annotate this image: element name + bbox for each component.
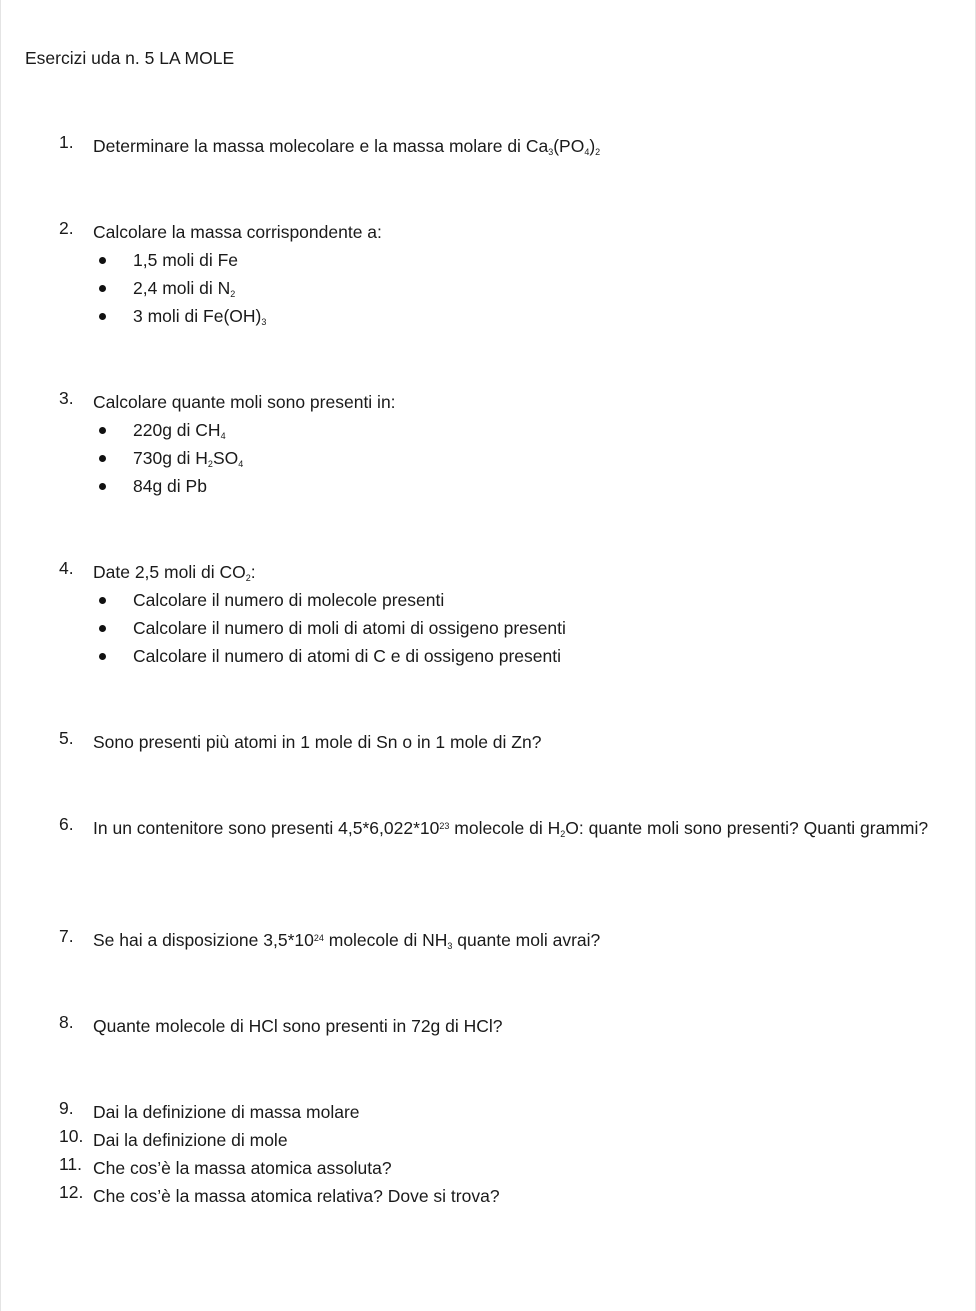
- question-text: Sono presenti più atomi in 1 mole di Sn o in 1 mole di Zn?: [93, 732, 542, 752]
- document-title: Esercizi uda n. 5 LA MOLE: [25, 48, 235, 68]
- question-text: Calcolare la massa corrispondente a:: [93, 222, 382, 242]
- bullet-icon: [99, 653, 106, 660]
- question-text: Calcolare quante moli sono presenti in:: [93, 392, 396, 412]
- bullet-icon: [99, 313, 106, 320]
- bullet-icon: [99, 483, 106, 490]
- question-3-bullets: [1, 416, 976, 500]
- list-item: Calcolare il numero di atomi di C e di ossigeno presenti: [1, 642, 976, 670]
- question-number: 10.: [59, 1126, 84, 1146]
- list-item: 2,4 moli di $N_2$: [1, 274, 976, 302]
- list-item: Calcolare il numero di moli di atomi di ossigeno presenti: [1, 614, 976, 642]
- question-text: Dai la definizione di massa molare: [93, 1102, 360, 1122]
- list-item: 220g di $CH_4$: [1, 416, 976, 444]
- question-number: 7.: [59, 926, 74, 946]
- question-text: In un contenitore sono presenti $4,5*6,022*10^{23}$ molecole di $H_2O$: quante moli sono presenti? Quanti grammi?: [93, 818, 929, 839]
- bullet-icon: [99, 427, 106, 434]
- question-number: 2.: [59, 218, 74, 238]
- list-item: Calcolare il numero di molecole presenti: [1, 586, 976, 614]
- question-text: [93, 132, 953, 160]
- bullet-icon: [99, 597, 106, 604]
- question-text: Quante molecole di HCl sono presenti in 72g di HCl?: [93, 1016, 503, 1036]
- bullet-icon: [99, 285, 106, 292]
- question-number: 9.: [59, 1098, 74, 1118]
- question-number: 3.: [59, 388, 74, 408]
- question-text: Se hai a disposizione $3,5*10^{24}$ molecole di $NH_3$ quante moli avrai?: [93, 930, 601, 951]
- question-text: Date 2,5 moli di $CO_2$:: [93, 562, 256, 583]
- bullet-icon: [99, 257, 106, 264]
- list-item: 730g di $H_2SO_4$: [1, 444, 976, 472]
- question-number: 12.: [59, 1182, 84, 1202]
- question-text: Che cos’è la massa atomica assoluta?: [93, 1158, 392, 1178]
- formula-ca3po42: $Ca_3(PO_4)_2$: [525, 136, 601, 157]
- list-item: 3 moli di $Fe(OH)_3$: [1, 302, 976, 330]
- question-number: 8.: [59, 1012, 74, 1032]
- question-4-bullets: [1, 586, 976, 670]
- question-2-bullets: [1, 246, 976, 330]
- question-number: 6.: [59, 814, 74, 834]
- list-item: 1,5 moli di Fe: [1, 246, 976, 274]
- question-1-text: Determinare la massa molecolare e la massa molare di: [93, 136, 526, 156]
- question-text: Che cos’è la massa atomica relativa? Dove si trova?: [93, 1186, 500, 1206]
- question-number: 5.: [59, 728, 74, 748]
- question-number: 11.: [59, 1154, 83, 1174]
- question-number: 4.: [59, 558, 74, 578]
- bullet-icon: [99, 625, 106, 632]
- list-item: 84g di Pb: [1, 472, 976, 500]
- bullet-icon: [99, 455, 106, 462]
- question-text: Dai la definizione di mole: [93, 1130, 288, 1150]
- question-number: 1.: [59, 132, 74, 152]
